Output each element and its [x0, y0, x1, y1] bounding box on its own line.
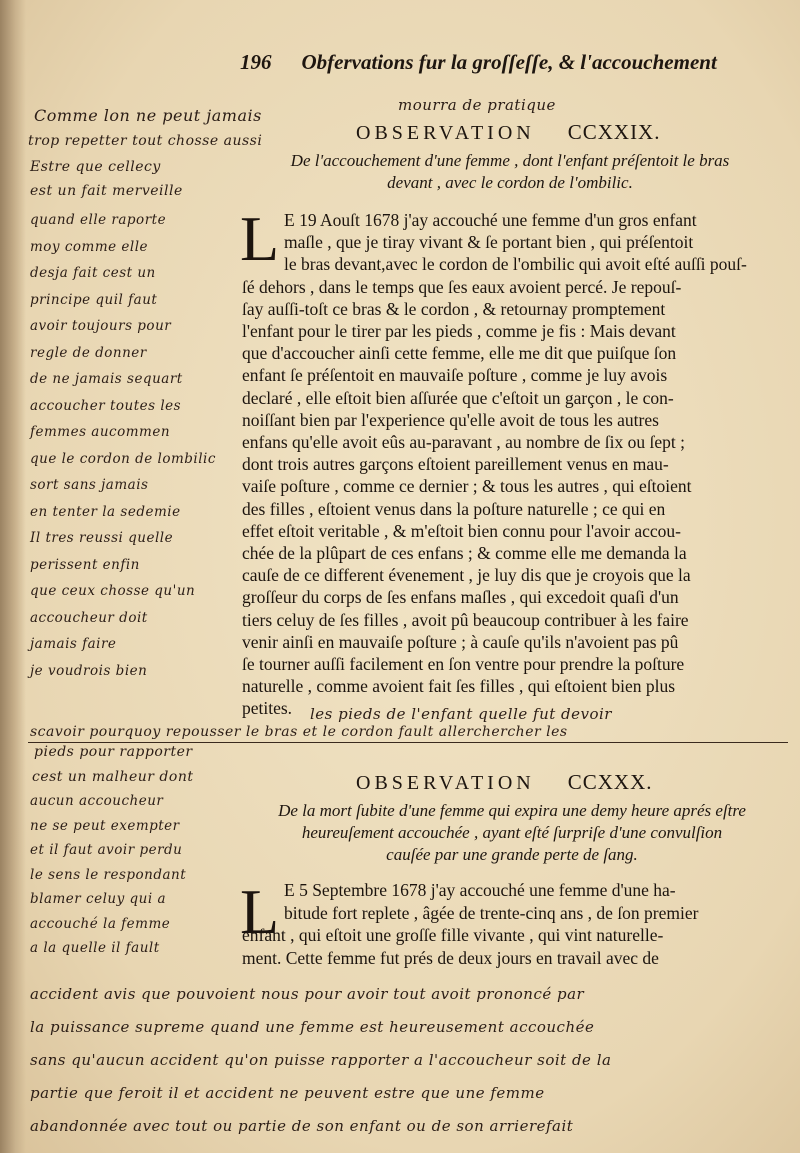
strike-line [28, 742, 788, 743]
margin-note-line: principe quil faut [30, 291, 158, 308]
margin-note-line: aucun accoucheur [30, 793, 164, 809]
observation-2-label: OBSERVATION [356, 772, 535, 794]
body-text-line: enfant , qui eſtoit une groſſe fille vivante , qui vint naturelle- [242, 925, 664, 945]
body-text-line: chée de la plûpart de ces enfans ; & comme elle me demanda la [242, 543, 687, 563]
margin-note-line: en tenter la sedemie [30, 503, 181, 520]
observation-1-number: CCXXIX. [567, 120, 661, 144]
body-text-line: venir ainſi en mauvaiſe poſture ; à cauſe qu'ils n'avoient pas pû [242, 631, 679, 652]
margin-note-line: sort sans jamais [30, 477, 149, 493]
body-text-line: declaré , elle eſtoit bien aſſurée que c'eſtoit un garçon , le con- [242, 387, 674, 408]
body-text-line: E 19 Aouſt 1678 j'ay accouché une femme d'un gros enfant [284, 210, 697, 230]
observation-1-subtitle [230, 150, 790, 194]
handwritten-note-top-1: Comme lon ne peut jamais [34, 106, 262, 125]
observation-1-label: OBSERVATION [356, 122, 535, 144]
observation-1-title [356, 120, 660, 145]
handwritten-bottom-line: sans qu'aucun accident qu'on puisse rapporter a l'accoucheur soit de la [30, 1051, 612, 1069]
margin-note-line: avoir toujours pour [30, 318, 172, 334]
body-text-line: que d'accoucher ainſi cette femme, elle me dit que puiſque ſon [242, 343, 677, 364]
handwritten-bottom-line: partie que feroit il et accident ne peuvent estre que une femme [30, 1084, 545, 1102]
page-number: 196 [240, 50, 272, 74]
handwritten-note-top-4: est un fait merveille [30, 183, 183, 199]
body-text-line: bitude fort replete , âgée de trente-cinq ans , de ſon premier [284, 902, 699, 923]
body-text-line: cauſe de ce different évenement , je luy dis que je croyois que la [242, 565, 691, 586]
margin-note-line: regle de donner [30, 344, 147, 361]
body-text-line: tiers celuy de ſes filles , avoit pû beaucoup contribuer à les faire [242, 609, 689, 630]
handwritten-note-margin-2-first: cest un malheur dont [32, 769, 194, 785]
margin-note-line: que le cordon de lombilic [30, 450, 216, 467]
body-text-line: enfans qu'elle avoit eûs au-paravant , au nombre de ſix ou ſept ; [242, 432, 685, 452]
margin-note-line: quand elle raporte [30, 212, 167, 228]
handwritten-note-top-3: Estre que cellecy [30, 159, 161, 175]
handwritten-note-bottom-1: scavoir pourquoy repousser le bras et le cordon fault allerchercher les [30, 724, 568, 740]
body-text-line: E 5 Septembre 1678 j'ay accouché une femme d'une ha- [284, 880, 676, 900]
handwritten-bottom-line: la puissance supreme quand une femme est heureusement accouchée [30, 1018, 595, 1036]
margin-note-line: ne se peut exempter [30, 817, 180, 834]
running-title: Obfervations fur la groſſeſſe, & l'accouchement [301, 50, 717, 74]
body-text-line: maſle , que je tiray vivant & ſe portant bien , qui préſentoit [284, 232, 694, 253]
body-text-line: ſe tourner auſſi facilement en ſon ventre pour prendre la poſture [242, 654, 685, 674]
observation-2-subtitle [232, 800, 792, 866]
margin-note-line: que ceux chosse qu'un [30, 583, 196, 599]
margin-note-line: accoucheur doit [30, 609, 148, 626]
handwritten-note-top-2: trop repetter tout chosse aussi [28, 133, 263, 149]
margin-note-line: perissent enfin [30, 556, 140, 573]
handwritten-note-after-petites: les pieds de l'enfant quelle fut devoir [310, 705, 612, 723]
margin-note-line: a la quelle il fault [30, 940, 160, 956]
body-text-line: enfant ſe préſentoit en mauvaiſe poſture , comme je luy avois [242, 365, 668, 386]
margin-note-line: de ne jamais sequart [30, 371, 183, 387]
observation-2-number: CCXXX. [567, 770, 653, 794]
body-text-line: noiſſant bien par l'experience qu'elle avoit de tous les autres [242, 409, 659, 430]
margin-note-line: accoucher toutes les [30, 397, 182, 414]
handwritten-note-bottom-2: pieds pour rapporter [34, 744, 193, 760]
body-text-line: l'enfant pour le tirer par les pieds , comme je fis : Mais devant [242, 321, 676, 341]
observation-2-title [356, 770, 652, 795]
body-text-line: vaiſe poſture , comme ce dernier ; & tous les autres , qui eſtoient [242, 476, 692, 497]
observation-2-dropcap: L [240, 876, 280, 947]
margin-note-line: le sens le respondant [30, 866, 187, 883]
body-text-line: dont trois autres garçons eſtoient pareillement venus en mau- [242, 454, 669, 475]
observation-1-dropcap: L [240, 203, 280, 274]
body-text-line: le bras devant,avec le cordon de l'ombilic qui avoit eſté auſſi pouſ- [284, 254, 747, 275]
margin-note-line: femmes aucommen [30, 424, 171, 440]
page-gutter [0, 0, 26, 1153]
running-head [240, 50, 760, 75]
margin-note-line: jamais faire [30, 636, 117, 652]
handwritten-bottom-line: abandonnée avec tout ou partie de son enfant ou de son arrierefait [30, 1117, 574, 1135]
handwritten-note-top-1b: mourra de pratique [398, 96, 556, 114]
body-text-line: ment. Cette femme fut prés de deux jours en travail avec de [242, 947, 659, 968]
handwritten-bottom-line: accident avis que pouvoient nous pour avoir tout avoit prononcé par [30, 985, 585, 1003]
observation-1-subtitle-line-1: De l'accouchement d'une femme , dont l'enfant préſentoit le bras [290, 151, 730, 170]
margin-note-line: moy comme elle [30, 238, 149, 255]
body-text-line: des filles , eſtoient venus dans la poſture naturelle ; ce qui en [242, 498, 666, 519]
observation-2-subtitle-line-2: heureuſement accouchée , ayant eſté ſurpriſe d'une convulſion [301, 823, 723, 842]
margin-note-line: desja fait cest un [30, 265, 156, 281]
margin-note-line: je voudrois bien [30, 662, 148, 679]
body-text-line: ſé dehors , dans le temps que ſes eaux avoient percé. Je repouſ- [242, 276, 682, 297]
body-text-line: petites. [242, 698, 293, 719]
margin-note-line: accouché la femme [30, 915, 171, 932]
body-text-line: groſſeur du corps de ſes enfans maſles , qui excedoit quaſi d'un [242, 587, 679, 608]
margin-note-line: blamer celuy qui a [30, 891, 167, 907]
margin-note-line: et il faut avoir perdu [30, 842, 183, 858]
body-text-line: effet eſtoit veritable , & m'eſtoit bien connu pour l'avoir accou- [242, 520, 681, 541]
margin-note-line: Il tres reussi quelle [30, 530, 174, 546]
observation-2-subtitle-line-1: De la mort ſubite d'une femme qui expira une demy heure aprés eſtre [278, 801, 746, 820]
observation-1-subtitle-line-2: devant , avec le cordon de l'ombilic. [387, 173, 633, 192]
observation-2-subtitle-line-3: cauſée par une grande perte de ſang. [386, 845, 638, 864]
body-text-line: naturelle , comme avoient fait ſes filles , qui eſtoient bien plus [242, 676, 676, 697]
body-text-line: ſay auſſi-toſt ce bras & le cordon , & retournay promptement [242, 298, 666, 319]
